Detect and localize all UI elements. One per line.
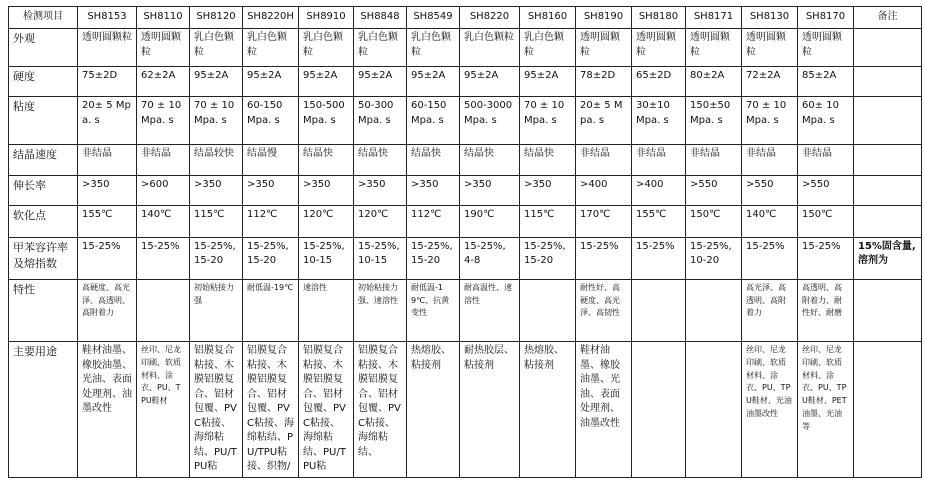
table-cell: 热熔胶、粘接剂 — [520, 342, 576, 478]
table-cell: >350 — [78, 175, 137, 205]
table-cell: 高光泽、高透明、高附着力 — [742, 279, 798, 341]
table-row — [9, 205, 922, 237]
table-cell: 30±10 Mpa. s — [632, 97, 686, 145]
table-row — [9, 97, 922, 145]
table-cell — [686, 342, 742, 478]
header-cell: SH8549 — [407, 7, 460, 29]
table-cell: >350 — [460, 175, 520, 205]
row-label: 软化点 — [9, 205, 78, 237]
table-cell: >400 — [576, 175, 632, 205]
table-cell: 120℃ — [354, 205, 407, 237]
table-cell: 112℃ — [243, 205, 299, 237]
table-cell: 70 ± 10 Mpa. s — [742, 97, 798, 145]
table-cell: 结晶快 — [299, 145, 354, 175]
table-cell: 95±2A — [460, 67, 520, 97]
table-cell: 95±2A — [520, 67, 576, 97]
table-cell: 15-25% — [632, 237, 686, 279]
table-cell: 15-25%, 4-8 — [460, 237, 520, 279]
table-cell — [854, 342, 922, 478]
table-cell: 15-25% — [576, 237, 632, 279]
table-cell: 乳白色颗粒 — [407, 29, 460, 67]
header-cell: 备注 — [854, 7, 922, 29]
spec-table — [8, 6, 922, 478]
table-cell: 鞋材油墨、橡胶油墨、光油、表面处理剂、油墨改性 — [78, 342, 137, 478]
table-cell: 初始粘接力强 — [190, 279, 243, 341]
table-cell: >350 — [299, 175, 354, 205]
table-cell: 结晶慢 — [243, 145, 299, 175]
table-cell: 78±2D — [576, 67, 632, 97]
table-cell — [854, 97, 922, 145]
table-cell: 95±2A — [243, 67, 299, 97]
table-cell: 非结晶 — [632, 145, 686, 175]
table-cell: 150℃ — [798, 205, 854, 237]
table-cell: >550 — [686, 175, 742, 205]
table-cell: 75±2D — [78, 67, 137, 97]
header-cell: SH8190 — [576, 7, 632, 29]
table-cell — [854, 29, 922, 67]
table-cell: 非结晶 — [742, 145, 798, 175]
table-cell — [632, 279, 686, 341]
table-cell — [137, 279, 190, 341]
header-cell: SH8180 — [632, 7, 686, 29]
table-cell: 透明圆颗粒 — [576, 29, 632, 67]
table-cell — [854, 279, 922, 341]
table-cell: 乳白色颗粒 — [299, 29, 354, 67]
table-cell: 非结晶 — [686, 145, 742, 175]
table-cell: 60-150 Mpa. s — [243, 97, 299, 145]
table-cell: 高透明、高附着力、耐性好、耐磨 — [798, 279, 854, 341]
table-cell: 非结晶 — [798, 145, 854, 175]
header-cell: 检测项目 — [9, 7, 78, 29]
table-cell: >400 — [632, 175, 686, 205]
header-cell: SH8130 — [742, 7, 798, 29]
table-cell: 铝膜复合粘接、木膜铝膜复合、铝材包覆、PVC粘接、海绵粘结、PU/TPU粘接、织物/ — [243, 342, 299, 478]
table-cell: 120℃ — [299, 205, 354, 237]
table-cell — [854, 67, 922, 97]
table-cell: 115℃ — [520, 205, 576, 237]
table-cell: 乳白色颗粒 — [520, 29, 576, 67]
table-row — [9, 279, 922, 341]
table-cell — [686, 279, 742, 341]
table-cell: 15-25%, 10-20 — [686, 237, 742, 279]
table-cell: 15-25% — [78, 237, 137, 279]
table-cell: >550 — [798, 175, 854, 205]
table-cell: 丝印、尼龙印刷、软质材料、涂衣、PU、TPU鞋材、光油油墨改性 — [742, 342, 798, 478]
table-cell: 155℃ — [78, 205, 137, 237]
header-cell: SH8153 — [78, 7, 137, 29]
table-cell: 20± 5 Mpa. s — [78, 97, 137, 145]
table-cell: 15-25%, 10-15 — [299, 237, 354, 279]
table-cell: 95±2A — [190, 67, 243, 97]
table-cell: 透明圆颗粒 — [632, 29, 686, 67]
table-cell: >550 — [742, 175, 798, 205]
row-label: 主要用途 — [9, 342, 78, 478]
table-cell: 高硬度、高光泽、高透明、高附着力 — [78, 279, 137, 341]
table-cell: 65±2D — [632, 67, 686, 97]
table-cell: 透明圆颗粒 — [798, 29, 854, 67]
table-cell: 非结晶 — [576, 145, 632, 175]
table-cell: 140℃ — [137, 205, 190, 237]
table-cell — [854, 175, 922, 205]
table-cell: 初始粘接力强、速溶性 — [354, 279, 407, 341]
table-cell: 乳白色颗粒 — [243, 29, 299, 67]
table-cell: 95±2A — [407, 67, 460, 97]
row-label: 硬度 — [9, 67, 78, 97]
table-cell: 80±2A — [686, 67, 742, 97]
table-cell: 15-25% — [798, 237, 854, 279]
table-cell: 15-25% — [742, 237, 798, 279]
table-cell: 速溶性 — [299, 279, 354, 341]
table-cell: 500-3000 Mpa. s — [460, 97, 520, 145]
row-label: 结晶速度 — [9, 145, 78, 175]
table-cell: 150-500 Mpa. s — [299, 97, 354, 145]
table-cell: 15-25%, 15-20 — [520, 237, 576, 279]
table-cell: >350 — [354, 175, 407, 205]
table-cell: 62±2A — [137, 67, 190, 97]
header-cell: SH8160 — [520, 7, 576, 29]
table-cell: 15%固含量, 溶剂为 — [854, 237, 922, 279]
table-cell: 结晶较快 — [190, 145, 243, 175]
table-cell: 115℃ — [190, 205, 243, 237]
row-label: 甲苯容许率及熔指数 — [9, 237, 78, 279]
row-label: 外观 — [9, 29, 78, 67]
table-cell: 60-150 Mpa. s — [407, 97, 460, 145]
table-cell: >600 — [137, 175, 190, 205]
table-cell: >350 — [520, 175, 576, 205]
table-cell: 乳白色颗粒 — [354, 29, 407, 67]
table-cell — [632, 342, 686, 478]
table-cell: 70 ± 10 Mpa. s — [190, 97, 243, 145]
table-cell: 铝膜复合粘接、木膜铝膜复合、铝材包覆、PVC粘接、海绵粘结、PU/TPU粘 — [190, 342, 243, 478]
table-row — [9, 29, 922, 67]
table-cell: 95±2A — [354, 67, 407, 97]
table-cell: 150℃ — [686, 205, 742, 237]
table-cell: 热熔胶、粘接剂 — [407, 342, 460, 478]
table-cell: 60± 10 Mpa. s — [798, 97, 854, 145]
table-cell: 结晶快 — [407, 145, 460, 175]
table-cell: >350 — [190, 175, 243, 205]
table-cell — [854, 145, 922, 175]
table-cell: 95±2A — [299, 67, 354, 97]
table-row — [9, 175, 922, 205]
table-cell: 结晶快 — [520, 145, 576, 175]
table-cell: 乳白色颗粒 — [190, 29, 243, 67]
table-cell: 70 ± 10 Mpa. s — [520, 97, 576, 145]
header-cell: SH8170 — [798, 7, 854, 29]
table-row — [9, 67, 922, 97]
table-cell: 72±2A — [742, 67, 798, 97]
table-cell: 铝膜复合粘接、木膜铝膜复合、铝材包覆、PVC粘接、海绵粘结、 — [354, 342, 407, 478]
table-cell: 170℃ — [576, 205, 632, 237]
table-cell: 15-25%, 10-15 — [354, 237, 407, 279]
table-cell: 丝印、尼龙印刷、软质材料、涂衣、PU、TPU鞋材 — [137, 342, 190, 478]
header-cell: SH8220H — [243, 7, 299, 29]
table-cell: 20± 5 Mpa. s — [576, 97, 632, 145]
table-row — [9, 342, 922, 478]
row-label: 粘度 — [9, 97, 78, 145]
table-cell: 85±2A — [798, 67, 854, 97]
table-cell: 乳白色颗粒 — [460, 29, 520, 67]
table-cell: 鞋材油墨、橡胶油墨、光油、表面处理剂、油墨改性 — [576, 342, 632, 478]
table-cell: 结晶快 — [354, 145, 407, 175]
table-cell: 非结晶 — [78, 145, 137, 175]
table-cell: 15-25%, 15-20 — [190, 237, 243, 279]
table-cell: 155℃ — [632, 205, 686, 237]
table-cell: 耐低温-19℃ — [243, 279, 299, 341]
table-cell: >350 — [407, 175, 460, 205]
header-cell: SH8910 — [299, 7, 354, 29]
table-cell: 70 ± 10 Mpa. s — [137, 97, 190, 145]
table-cell: 丝印、尼龙印刷、软质材料、涂衣、PU、TPU鞋材、PET油墨、光油等 — [798, 342, 854, 478]
table-cell: 耐性好、高硬度、高光泽、高韧性 — [576, 279, 632, 341]
table-cell: 15-25%, 15-20 — [407, 237, 460, 279]
table-cell: 耐热胶层、粘接剂 — [460, 342, 520, 478]
row-label: 特性 — [9, 279, 78, 341]
header-row — [9, 7, 922, 29]
table-cell: 耐高温性、速溶性 — [460, 279, 520, 341]
table-row — [9, 237, 922, 279]
header-cell: SH8220 — [460, 7, 520, 29]
table-cell: 50-300 Mpa. s — [354, 97, 407, 145]
table-cell: 140℃ — [742, 205, 798, 237]
table-cell: 15-25%, 15-20 — [243, 237, 299, 279]
header-cell: SH8171 — [686, 7, 742, 29]
table-cell — [854, 205, 922, 237]
table-row — [9, 145, 922, 175]
table-cell — [520, 279, 576, 341]
table-cell: 透明圆颗粒 — [137, 29, 190, 67]
table-cell: 透明圆颗粒 — [742, 29, 798, 67]
header-cell: SH8110 — [137, 7, 190, 29]
table-cell: 非结晶 — [137, 145, 190, 175]
header-cell: SH8120 — [190, 7, 243, 29]
table-cell: >350 — [243, 175, 299, 205]
table-cell: 耐低温-19℃、抗黄变性 — [407, 279, 460, 341]
table-cell: 150±50 Mpa. s — [686, 97, 742, 145]
table-cell: 透明圆颗粒 — [686, 29, 742, 67]
table-cell: 112℃ — [407, 205, 460, 237]
table-cell: 15-25% — [137, 237, 190, 279]
table-cell: 铝膜复合粘接、木膜铝膜复合、铝材包覆、PVC粘接、海绵粘结、PU/TPU粘 — [299, 342, 354, 478]
row-label: 伸长率 — [9, 175, 78, 205]
table-cell: 190℃ — [460, 205, 520, 237]
table-cell: 结晶快 — [460, 145, 520, 175]
table-cell: 透明圆颗粒 — [78, 29, 137, 67]
header-cell: SH8848 — [354, 7, 407, 29]
